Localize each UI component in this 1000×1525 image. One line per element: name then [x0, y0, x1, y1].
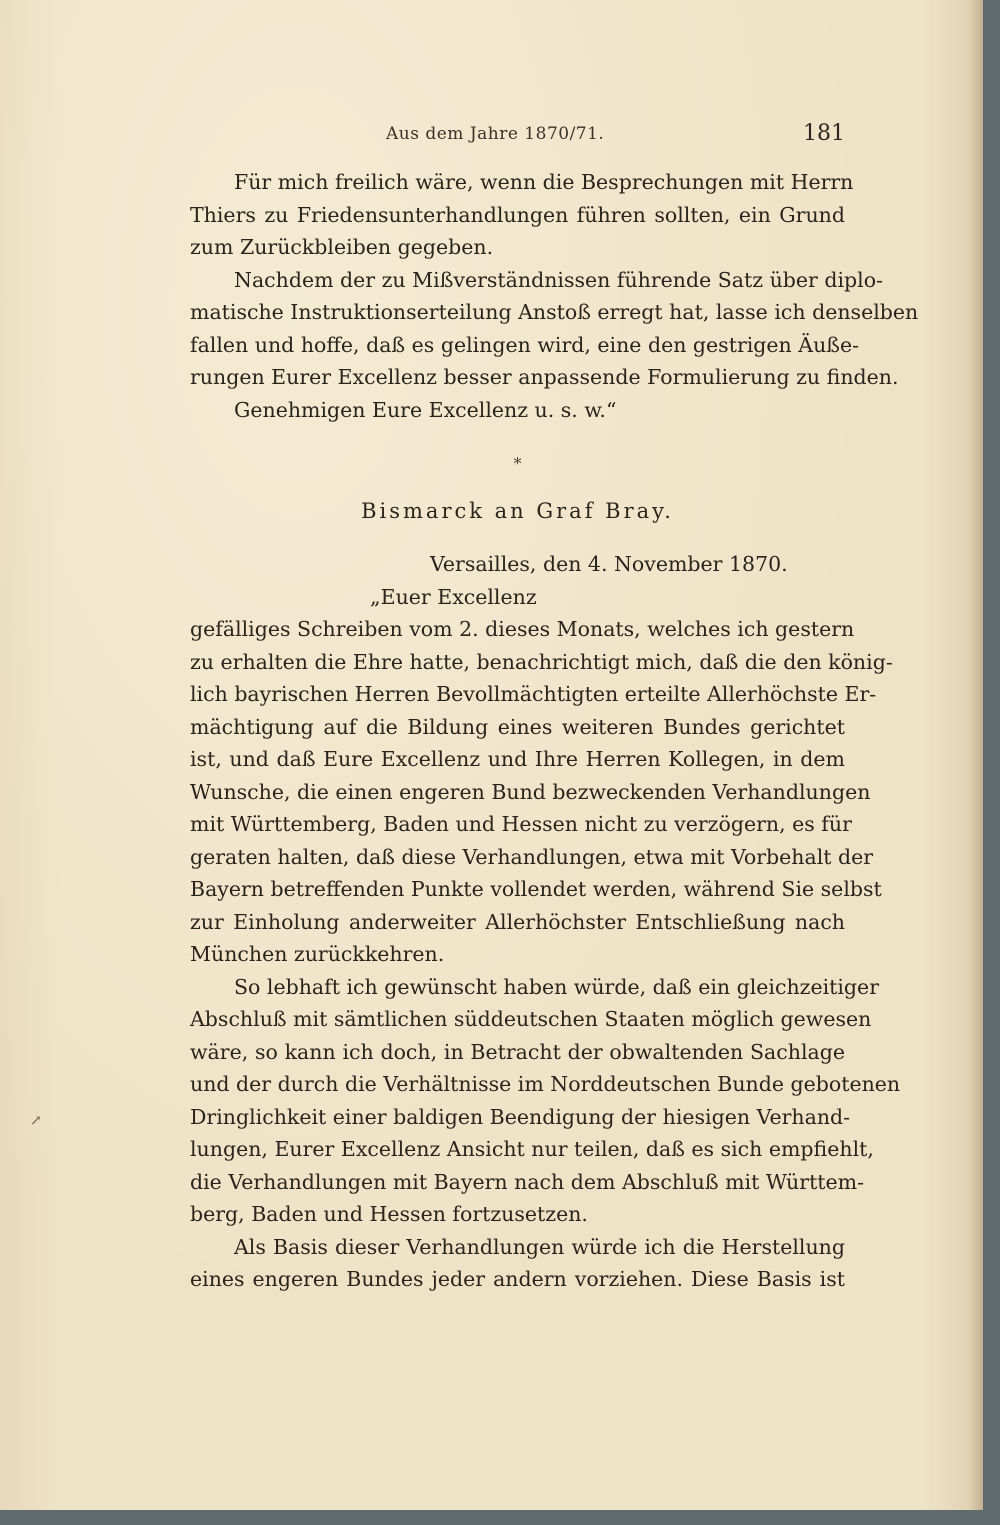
page-edge-shadow: [968, 0, 983, 1510]
text-line: berg, Baden und Hessen fortzusetzen.: [190, 1202, 588, 1226]
text-line: München zurückkehren.: [190, 942, 445, 966]
text-line: So lebhaft ich gewünscht haben würde, daß ein gleichzeitiger: [234, 974, 879, 999]
section-heading: Bismarck an Graf Bray.: [361, 499, 674, 523]
dateline: Versailles, den 4. November 1870.: [430, 552, 788, 576]
text-line: rungen Eurer Excellenz besser anpassende Formulierung zu finden.: [190, 365, 899, 389]
text-line: Thiers zu Friedensunterhandlungen führen sollten, ein Grund: [190, 202, 845, 227]
text-line: zur Einholung anderweiter Allerhöchster Entschließung nach: [190, 909, 845, 934]
text-line: und der durch die Verhältnisse im Norddeutschen Bunde gebotenen: [190, 1072, 901, 1096]
page-number: 181: [803, 121, 845, 146]
text-line: eines engeren Bundes jeder andern vorziehen. Diese Basis ist: [190, 1267, 845, 1291]
body-text: [190, 166, 919, 1296]
section-separator: *: [513, 454, 522, 473]
text-line: Genehmigen Eure Excellenz u. s. w.“: [234, 397, 617, 422]
text-line: Bayern betreffenden Punkte vollendet werden, während Sie selbst: [190, 877, 882, 901]
text-line: Abschluß mit sämtlichen süddeutschen Staaten möglich gewesen: [190, 1007, 872, 1031]
running-head: [190, 121, 845, 154]
text-line: Als Basis dieser Verhandlungen würde ich die Herstellung: [234, 1234, 845, 1259]
text-line: lungen, Eurer Excellenz Ansicht nur teilen, daß es sich empfiehlt,: [190, 1137, 874, 1161]
text-line: Nachdem der zu Mißverständnissen führende Satz über diplo-: [234, 267, 883, 292]
text-line: zum Zurückbleiben gegeben.: [190, 235, 494, 259]
text-line: wäre, so kann ich doch, in Betracht der obwaltenden Sachlage: [190, 1039, 845, 1064]
text-line: die Verhandlungen mit Bayern nach dem Abschluß mit Württem-: [190, 1169, 865, 1194]
text-line: mit Württemberg, Baden und Hessen nicht zu verzögern, es für: [190, 812, 852, 836]
text-line: Für mich freilich wäre, wenn die Besprechungen mit Herrn: [234, 170, 854, 194]
text-line: lich bayrischen Herren Bevollmächtigten erteilte Allerhöchste Er-: [190, 682, 877, 706]
running-title: Aus dem Jahre 1870/71.: [386, 124, 605, 144]
text-line: Wunsche, die einen engeren Bund bezweckenden Verhandlungen: [190, 779, 871, 804]
text-line: mächtigung auf die Bildung eines weiteren Bundes gerichtet: [190, 714, 845, 739]
text-line: geraten halten, daß diese Verhandlungen, etwa mit Vorbehalt der: [190, 844, 874, 869]
text-line: matische Instruktionserteilung Anstoß erregt hat, lasse ich denselben: [190, 300, 919, 324]
salutation: „Euer Excellenz: [370, 584, 537, 609]
text-line: ist, und daß Eure Excellenz und Ihre Herren Kollegen, in dem: [190, 747, 845, 771]
margin-mark-icon: ↗: [30, 1113, 42, 1129]
text-line: gefälliges Schreiben vom 2. dieses Monats, welches ich gestern: [190, 617, 855, 641]
text-line: Dringlichkeit einer baldigen Beendigung der hiesigen Verhand-: [190, 1104, 851, 1129]
text-line: fallen und hoffe, daß es gelingen wird, eine den gestrigen Äuße-: [190, 332, 860, 357]
text-line: zu erhalten die Ehre hatte, benachrichtigt mich, daß die den könig-: [190, 649, 893, 674]
